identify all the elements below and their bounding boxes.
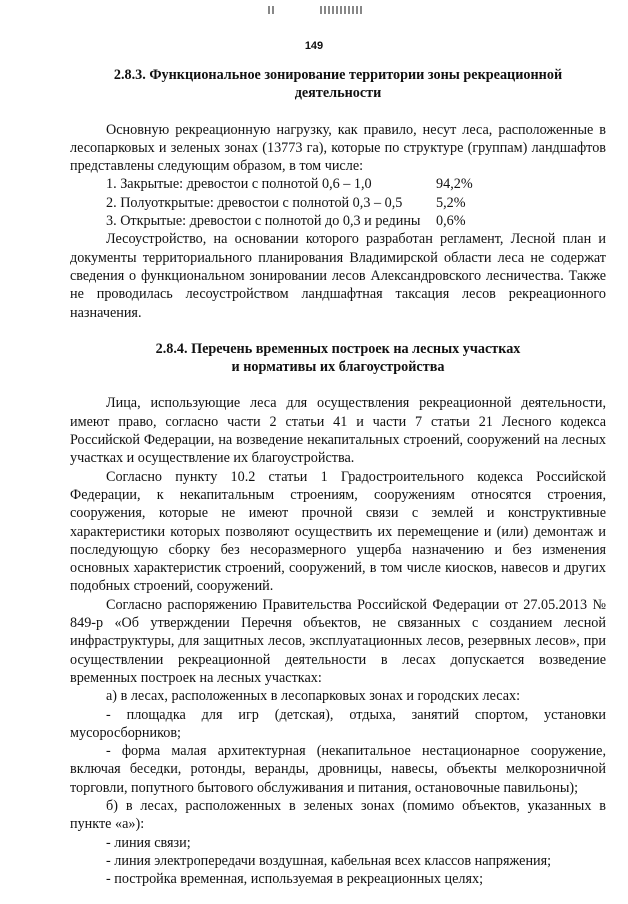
scan-artifact [268,6,276,14]
list-item [70,175,606,193]
paragraph: - линия электропередачи воздушная, кабельная всех классов напряжения; [106,852,552,869]
paragraph: - площадка для игр (детская), отдыха, занятий спортом, установки мусоросборников; [70,706,606,741]
heading-line: деятельности [294,85,382,102]
paragraph: - постройка временная, используемая в рекреационных целях; [106,871,484,888]
page-body [70,66,606,888]
list-item-text: 3. Открытые: древостои с полнотой до 0,3 и редины [106,213,421,230]
page-number: 149 [304,40,324,52]
heading-line: 2.8.4. Перечень временных построек на лесных участках [155,340,521,357]
list-item [70,212,606,230]
heading-line: 2.8.3. Функциональное зонирование территории зоны рекреационной [113,67,563,83]
scan-artifact [320,6,364,14]
paragraph: Лица, использующие леса для осуществления рекреационной деятельности, имеют право, согласно части 2 статьи 41 и части 7 статьи 21 Лесного кодекса Российской Федерации, на возведение некапитальных строений, сооружений на лесных участках и осуществление их благоустройства. [70,395,606,467]
list-item-value: 5,2% [436,194,466,211]
paragraph: Основную рекреационную нагрузку, как правило, несут леса, расположенные в лесопарковых и зеленых зонах (13773 га), которые по структуре (группам) ландшафтов представлены следующим образом, в том числе: [70,121,606,175]
list-item-text: 1. Закрытые: древостои с полнотой 0,6 – 1,0 [106,176,372,193]
list-item [70,194,606,212]
list-item-text: 2. Полуоткрытые: древостои с полнотой 0,3 – 0,5 [106,194,403,211]
paragraph: Согласно пункту 10.2 статьи 1 Градостроительного кодекса Российской Федерации, к некапитальным строениям, сооружениям относятся строения, сооружения, которые не имеют прочной связи с землей и конструктивные характеристики которых позволяют осуществить их перемещение и (или) демонтаж и последующую сборку без несоразмерного ущерба назначению и без изменения основных характеристик строений, сооружений, в том числе киосков, навесов и других подобных строений, сооружений. [70,468,606,595]
list-item-value: 0,6% [436,213,466,230]
section-heading-2-8-4 [70,340,606,377]
paragraph: а) в лесах, расположенных в лесопарковых зонах и городских лесах: [106,688,521,705]
paragraph: б) в лесах, расположенных в зеленых зонах (помимо объектов, указанных в пункте «а»): [70,797,606,833]
paragraph: Лесоустройство, на основании которого разработан регламент, Лесной план и документы территориального планирования Владимирской области леса не содержат сведения о функциональном зонировании лесов Александровского лесничества. Также не проводилась лесоустройством ландшафтная таксация лесов рекреационного назначения. [70,231,606,321]
list-item-value: 94,2% [436,176,473,193]
section-heading-2-8-3 [70,66,606,103]
paragraph: - форма малая архитектурная (некапитальное нестационарное сооружение, включая беседки, ротонды, веранды, дровницы, навесы, объекты мелкорозничной торговли, попутного бытового обслуживания и питания, остановочные павильоны); [70,743,606,796]
paragraph: Согласно распоряжению Правительства Российской Федерации от 27.05.2013 № 849-р «Об утверждении Перечня объектов, не связанных с созданием лесной инфраструктуры, для защитных лесов, эксплуатационных лесов, резервных лесов», при осуществлении рекреационной деятельности в лесах допускается возведение временных построек на лесных участках: [70,596,606,686]
heading-line: и нормативы их благоустройства [231,359,445,376]
paragraph: - линия связи; [106,834,191,851]
